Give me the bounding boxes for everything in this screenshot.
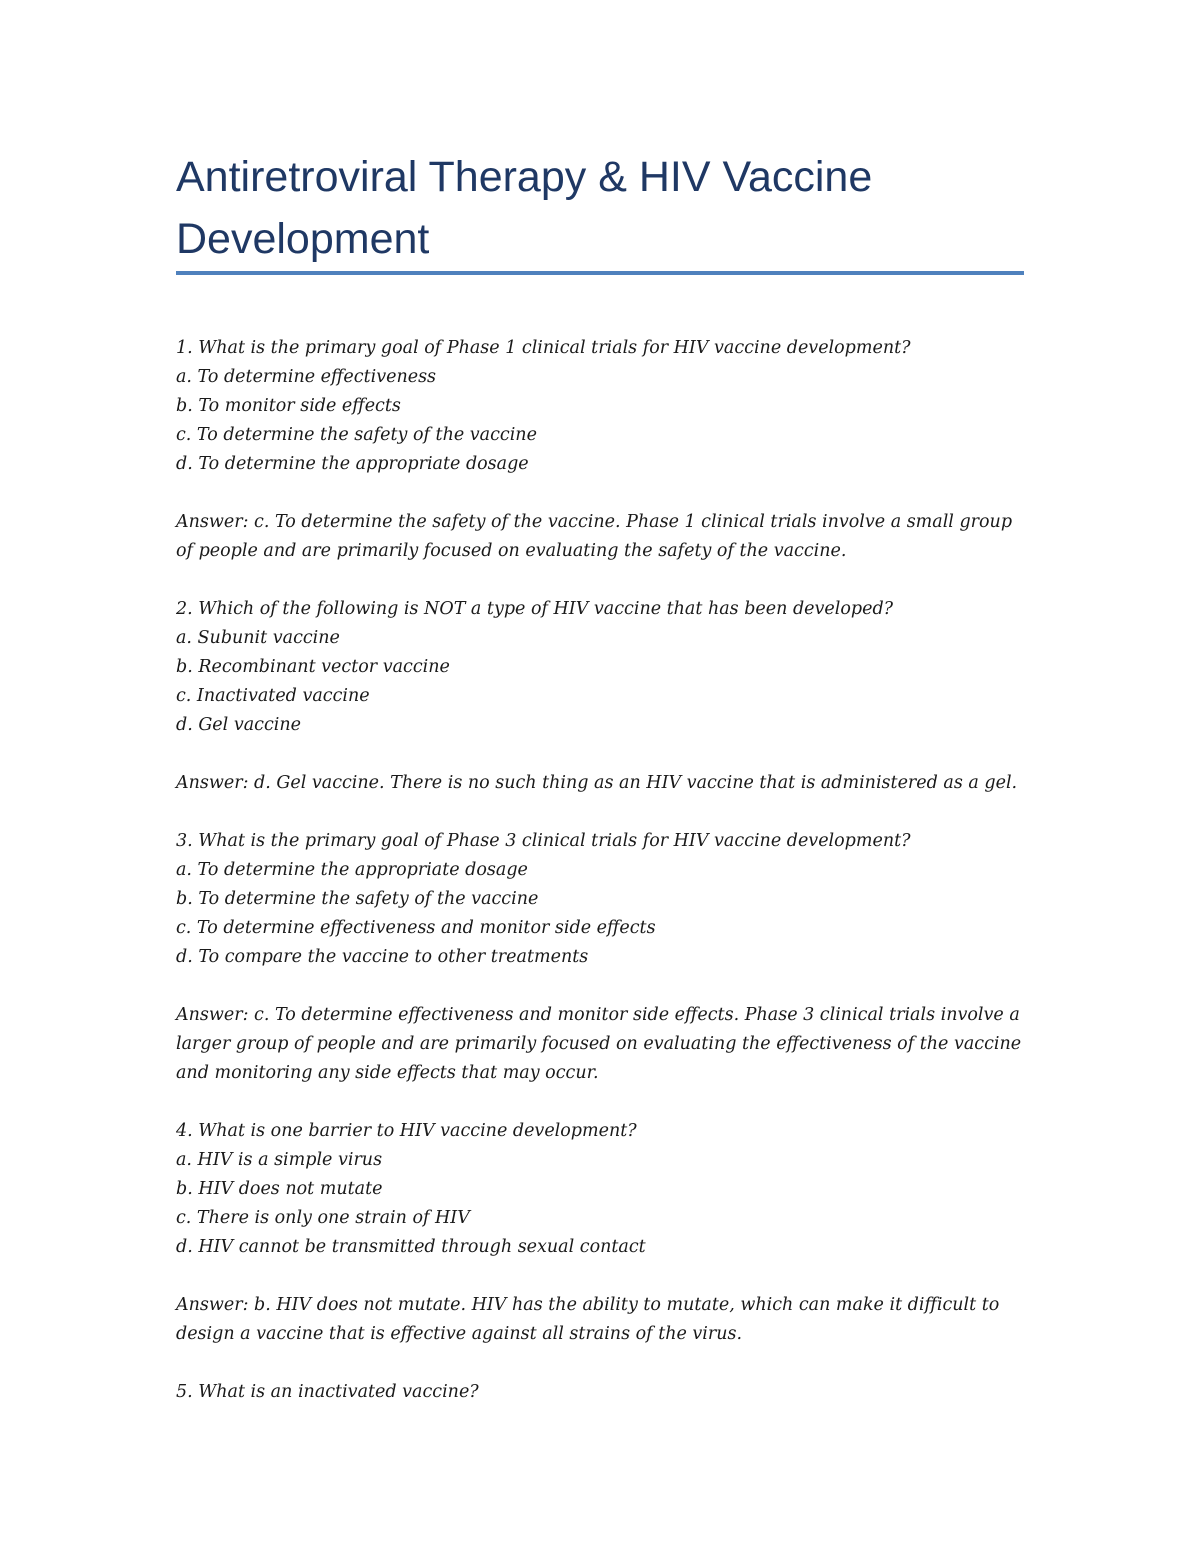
title-line: Development (176, 215, 430, 263)
question-text: 5. What is an inactivated vaccine? (176, 1382, 479, 1402)
question-block (176, 595, 1024, 827)
document-title (176, 146, 1024, 270)
question-block (176, 334, 1024, 595)
question-block (176, 827, 1024, 1117)
question-text: 1. What is the primary goal of Phase 1 clinical trials for HIV vaccine development? (176, 338, 911, 358)
question-block (176, 1378, 1024, 1407)
option-item: a. To determine effectiveness (176, 367, 437, 387)
answer-text: Answer: d. Gel vaccine. There is no such thing as an HIV vaccine that is administered as a gel. (176, 773, 1018, 793)
option-item: d. Gel vaccine (176, 715, 301, 735)
answer-text: Answer: c. To determine effectiveness and monitor side effects. Phase 3 clinical trials involve a (176, 1005, 1020, 1025)
answer-text: Answer: b. HIV does not mutate. HIV has the ability to mutate, which can make it difficult to (176, 1295, 1000, 1315)
option-item: c. Inactivated vaccine (176, 686, 370, 706)
option-item: b. To determine the safety of the vaccine (176, 889, 539, 909)
title-line: Antiretroviral Therapy & HIV Vaccine (176, 153, 873, 201)
option-item: d. To compare the vaccine to other treatments (176, 947, 589, 967)
question-text: 4. What is one barrier to HIV vaccine development? (176, 1121, 637, 1141)
option-item: d. To determine the appropriate dosage (176, 454, 529, 474)
answer-text: larger group of people and are primarily focused on evaluating the effectiveness of the vaccine (176, 1034, 1022, 1054)
title-underline (176, 271, 1024, 275)
option-item: b. HIV does not mutate (176, 1179, 383, 1199)
option-item: a. Subunit vaccine (176, 628, 340, 648)
option-item: a. To determine the appropriate dosage (176, 860, 528, 880)
option-item: c. To determine the safety of the vaccine (176, 425, 537, 445)
question-block (176, 1117, 1024, 1378)
option-item: b. To monitor side effects (176, 396, 401, 416)
answer-text: design a vaccine that is effective against all strains of the virus. (176, 1324, 743, 1344)
option-item: c. There is only one strain of HIV (176, 1208, 470, 1228)
option-item: c. To determine effectiveness and monitor side effects (176, 918, 656, 938)
answer-text: Answer: c. To determine the safety of the vaccine. Phase 1 clinical trials involve a small group (176, 512, 1013, 532)
question-text: 2. Which of the following is NOT a type of HIV vaccine that has been developed? (176, 599, 894, 619)
option-item: b. Recombinant vector vaccine (176, 657, 450, 677)
answer-text: of people and are primarily focused on evaluating the safety of the vaccine. (176, 541, 847, 561)
answer-text: and monitoring any side effects that may occur. (176, 1063, 599, 1083)
quiz-body (176, 334, 1024, 1407)
option-item: d. HIV cannot be transmitted through sexual contact (176, 1237, 646, 1257)
option-item: a. HIV is a simple virus (176, 1150, 383, 1170)
question-text: 3. What is the primary goal of Phase 3 clinical trials for HIV vaccine development? (176, 831, 911, 851)
